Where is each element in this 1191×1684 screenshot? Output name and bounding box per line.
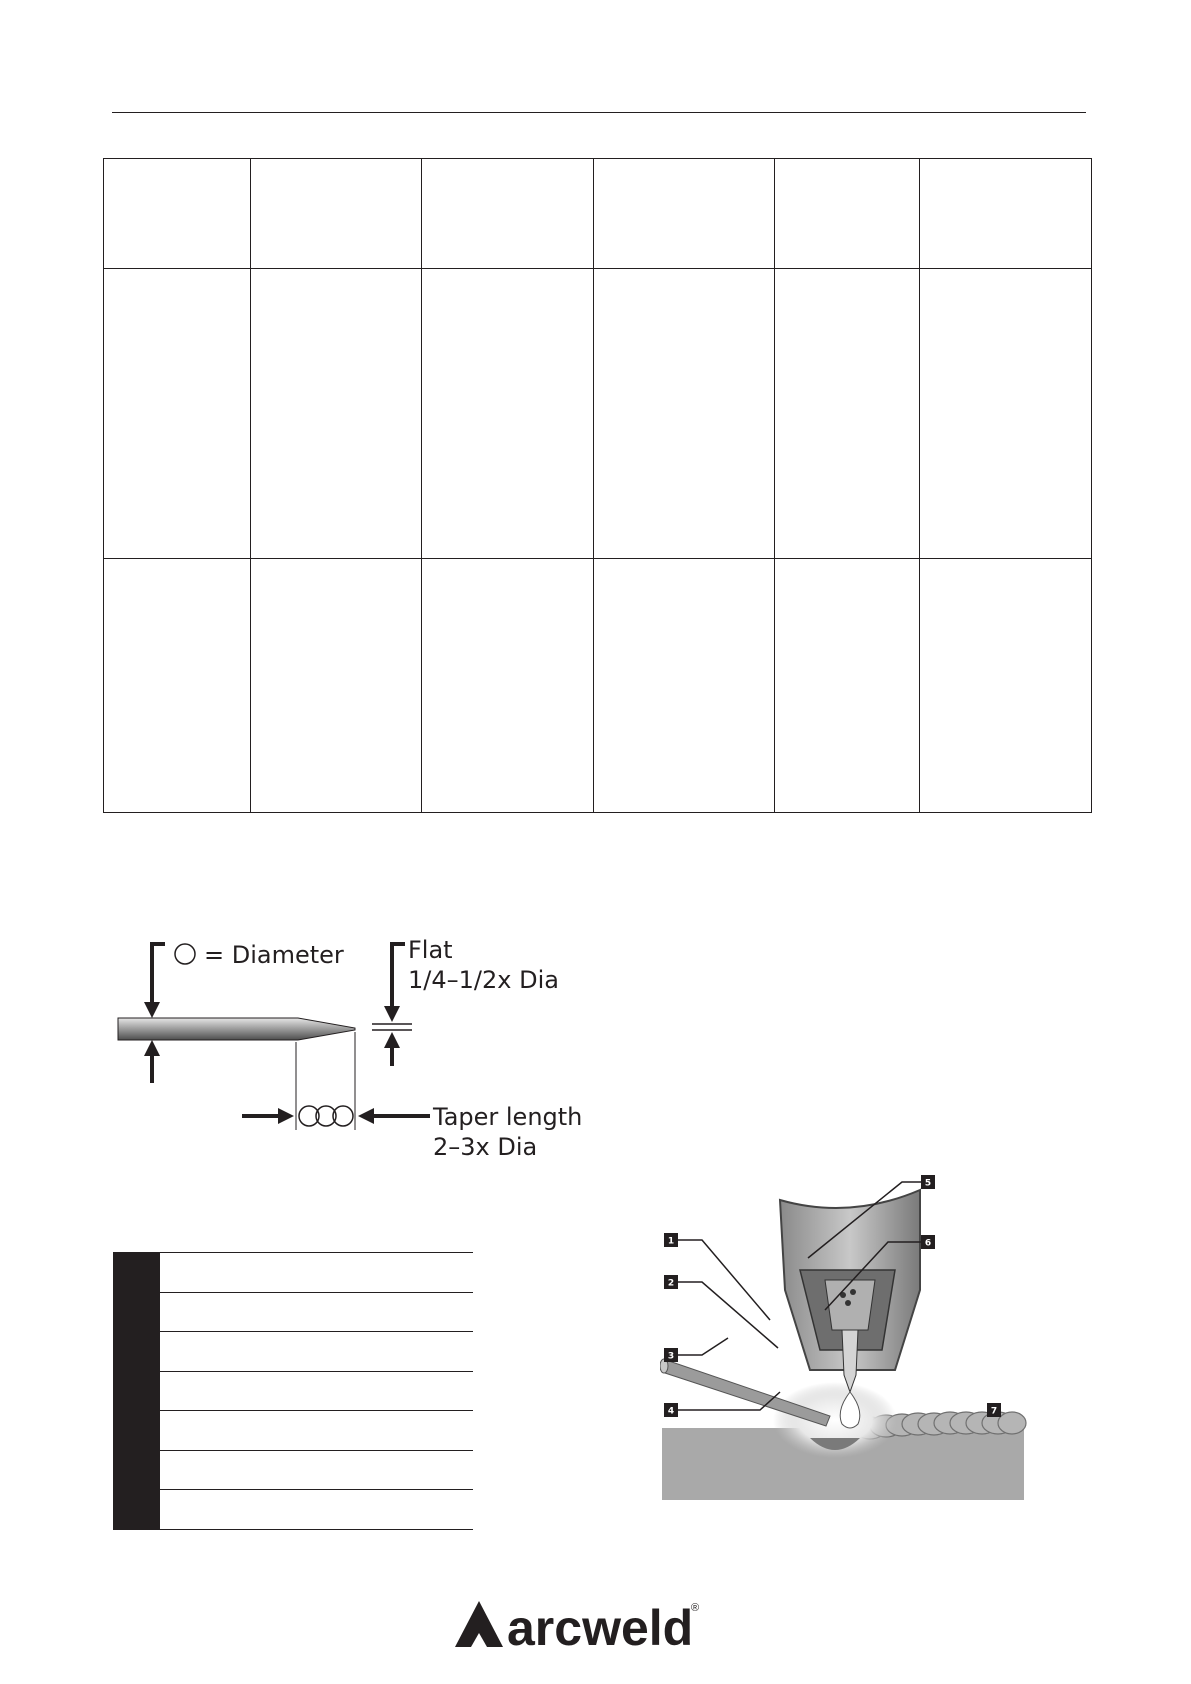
- arrow-up-icon: [144, 1040, 160, 1056]
- arrow-down-icon: [144, 1002, 160, 1018]
- table-cell: [104, 269, 251, 559]
- callout-2: [664, 1275, 678, 1289]
- brand-name: arcweld: [507, 1600, 694, 1656]
- electrode-tip-diagram: [110, 930, 600, 1170]
- svg-text:3: 3: [667, 1351, 675, 1362]
- flat-ratio-label: 1/4–1/2x Dia: [408, 966, 559, 994]
- taper-ratio-label: 2–3x Dia: [433, 1133, 538, 1161]
- callout-7: [987, 1403, 1001, 1417]
- legend-number-tab: [113, 1490, 160, 1529]
- registered-mark: ®: [691, 1602, 700, 1614]
- table-cell: [104, 559, 251, 813]
- legend-number-tab: [113, 1253, 160, 1292]
- legend-number-tab: [113, 1293, 160, 1332]
- callout-5: [921, 1175, 935, 1189]
- flat-label: Flat: [408, 936, 453, 964]
- legend-list: [113, 1252, 473, 1530]
- callout-4: [664, 1403, 678, 1417]
- table-cell: [594, 269, 775, 559]
- svg-text:2: 2: [667, 1278, 675, 1289]
- legend-row: [113, 1451, 473, 1491]
- legend-row: [113, 1411, 473, 1451]
- table-cell: [594, 159, 775, 269]
- svg-text:1: 1: [667, 1236, 675, 1247]
- legend-number-tab: [113, 1451, 160, 1490]
- arcweld-logo: [455, 1597, 705, 1657]
- table-cell: [920, 559, 1092, 813]
- diameter-symbol-icon: [175, 944, 195, 964]
- svg-text:4: 4: [667, 1406, 675, 1417]
- table-cell: [422, 159, 594, 269]
- arrow-left-icon: [358, 1108, 374, 1124]
- header-rule: [112, 112, 1086, 113]
- legend-number-tab: [113, 1332, 160, 1371]
- arrow-up-icon: [384, 1032, 400, 1048]
- table-cell: [251, 559, 422, 813]
- spec-table: [103, 158, 1092, 813]
- table-cell: [775, 159, 920, 269]
- legend-row: [113, 1372, 473, 1412]
- table-cell: [104, 159, 251, 269]
- svg-text:7: 7: [990, 1406, 998, 1417]
- table-cell: [422, 269, 594, 559]
- diameter-label: = Diameter: [204, 941, 344, 969]
- legend-number-tab: [113, 1411, 160, 1450]
- tig-torch-illustration: [660, 1170, 1040, 1540]
- svg-text:6: 6: [924, 1238, 932, 1249]
- callout-6: [921, 1235, 935, 1249]
- arrow-down-icon: [384, 1006, 400, 1022]
- svg-text:5: 5: [924, 1178, 932, 1189]
- table-cell: [775, 559, 920, 813]
- legend-row: [113, 1252, 473, 1293]
- table-cell: [422, 559, 594, 813]
- callout-3: [664, 1348, 678, 1362]
- legend-number-tab: [113, 1372, 160, 1411]
- table-cell: [594, 559, 775, 813]
- callout-1: [664, 1233, 678, 1247]
- arrow-right-icon: [278, 1108, 294, 1124]
- table-cell: [920, 269, 1092, 559]
- table-cell: [775, 269, 920, 559]
- table-header-row: [104, 159, 1092, 269]
- table-cell: [251, 159, 422, 269]
- legend-row: [113, 1490, 473, 1530]
- legend-row: [113, 1293, 473, 1333]
- table-row: [104, 269, 1092, 559]
- table-row: [104, 559, 1092, 813]
- electrode-rod: [118, 1018, 355, 1040]
- legend-row: [113, 1332, 473, 1372]
- table-cell: [920, 159, 1092, 269]
- taper-label: Taper length: [433, 1103, 583, 1131]
- table-cell: [251, 269, 422, 559]
